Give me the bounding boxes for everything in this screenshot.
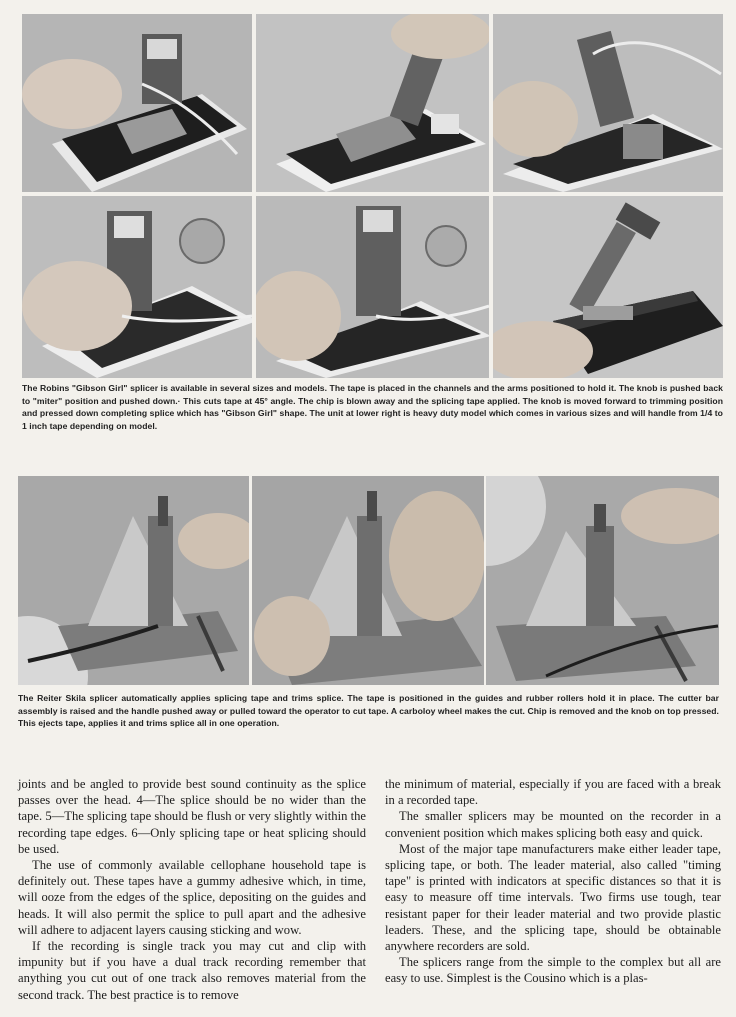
- robins-photo-5: [256, 196, 489, 378]
- paragraph: joints and be angled to provide best sound continuity as the splice passes over the head. 4—The splice should be no wider than the tape. 5—The splicing tape should be flush or very slightly within the recording tape edges. 6—Only splicing tape or heat splicing should be used.: [18, 777, 366, 856]
- paragraph: If the recording is single track you may cut and clip with impunity but if you have a dual track recording remember that anything you cut out of one track also removes material from the second track. The best practice is to remove: [18, 939, 366, 1002]
- reiter-photo-3: [486, 476, 719, 685]
- robins-photo-2: [256, 14, 489, 192]
- paragraph: the minimum of material, especially if you are faced with a break in a recorded tape.: [385, 777, 721, 808]
- robins-photo-4: [22, 196, 252, 378]
- article-column-right: [385, 776, 721, 987]
- reiter-photo-2: [252, 476, 484, 685]
- reiter-photo-1: [18, 476, 249, 685]
- robins-photo-1: [22, 14, 252, 192]
- reiter-caption: The Reiter Skila splicer automatically applies splicing tape and trims splice. The tape is positioned in the guides and rubber rollers hold it in place. The cutter bar assembly is raised and the handle pushed away or pulled toward the operator to cut tape. A carboloy wheel makes the cut. Chip is removed and the knob on top pressed. This ejects tape, applies it and trims splice all in one operation.: [18, 693, 719, 729]
- article-column-left: [18, 776, 366, 1003]
- paragraph: Most of the major tape manufacturers make either leader tape, splicing tape, or both. The leader material, also called "timing tape" is printed with indicators at specific distances so that it is easy to measure off time intervals. Two firms use tough, tear resistant paper for their leader material and two provide plastic leaders. These, and the splicing tape, should be obtainable anywhere recorders are sold.: [385, 841, 721, 954]
- paragraph: The use of commonly available cellophane household tape is definitely out. These tapes have a gummy adhesive which, in time, will ooze from the edges of the splice, depositing on the guides and heads. It will also permit the splice to pull apart and the adhesive will adhere to adjacent layers causing sticking and wow.: [18, 858, 366, 937]
- robins-photo-6: [493, 196, 723, 378]
- paragraph: The splicers range from the simple to the complex but all are easy to use. Simplest is the Cousino which is a plas-: [385, 955, 721, 986]
- paragraph: The smaller splicers may be mounted on the recorder in a convenient position which makes splicing both easy and quick.: [385, 809, 721, 840]
- robins-photo-3: [493, 14, 723, 192]
- robins-caption: The Robins "Gibson Girl" splicer is available in several sizes and models. The tape is placed in the channels and the arms positioned to hold it. The knob is pushed back to "miter" position and pushed down.· This cuts tape at 45° angle. The chip is blown away and the splicing tape applied. The knob is moved forward to trimming position and pressed down completing splice which has "Gibson Girl" shape. The unit at lower right is heavy duty model which comes in various sizes and will handle from 1/4 to 1 inch tape depending on model.: [22, 383, 723, 431]
